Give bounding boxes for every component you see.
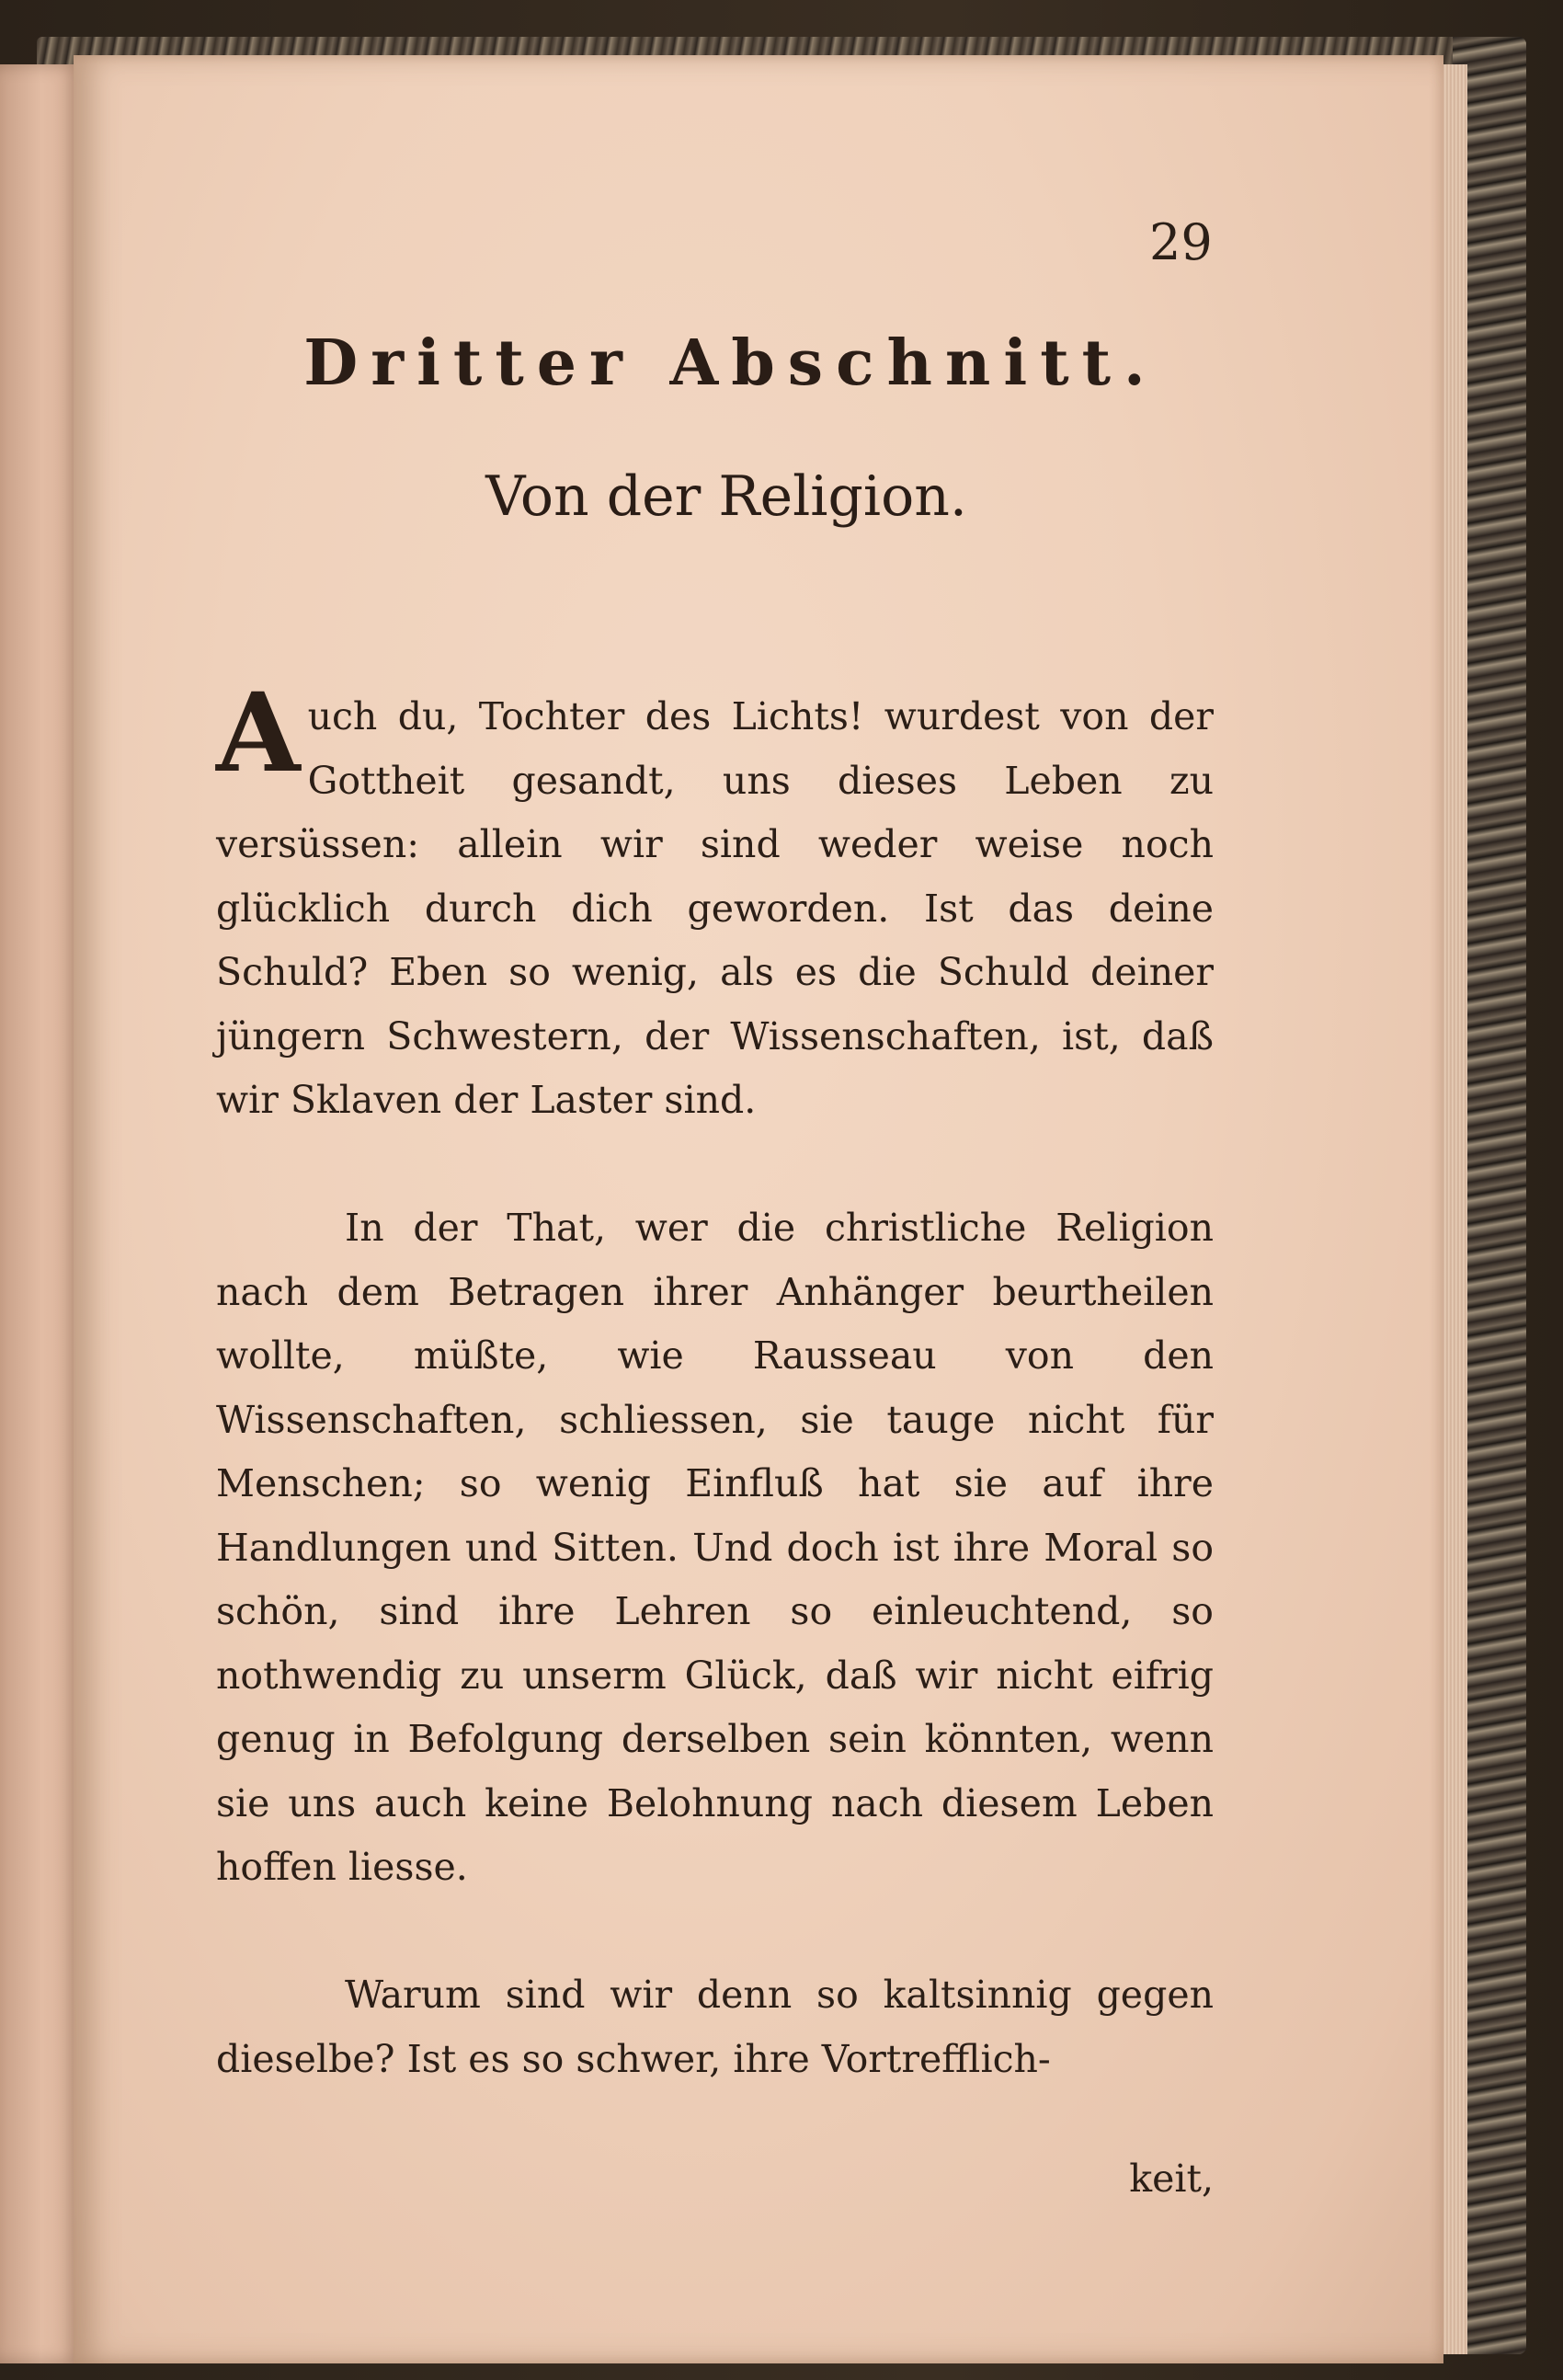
facing-page-edge bbox=[0, 64, 83, 2363]
section-subheading: Von der Religion. bbox=[485, 464, 967, 529]
paragraph-2: In der That, wer die christliche Religion nach dem Betragen ihrer Anhänger beurtheilen wollte, müßte, wie Rausseau von den Wissenschaften, schliessen, sie tauge nicht für Menschen; so wenig Einfluß hat sie auf ihre Handlungen und Sitten. Und doch ist ihre Moral so schön, sind ihre Lehren so einleuchtend, so nothwendig zu unserm Glück, daß wir nicht eifrig genug in Befolgung derselben sein könnten, wenn sie uns auch keine Belohnung nach diesem Leben hoffen liesse. bbox=[216, 1206, 1214, 1889]
body-text bbox=[216, 669, 1214, 2091]
section-heading: Dritter Abschnitt. bbox=[303, 326, 1158, 400]
page-number: 29 bbox=[1149, 213, 1213, 271]
paragraph-3: Warum sind wir denn so kaltsinnig gegen dieselbe? Ist es so schwer, ihre Vortrefflich- bbox=[216, 1973, 1214, 2081]
drop-cap: A bbox=[216, 669, 301, 796]
catchword: keit, bbox=[1129, 2157, 1214, 2201]
paragraph-1 bbox=[216, 669, 1214, 1133]
paragraph-1-text: uch du, Tochter des Lichts! wurdest von der Gottheit gesandt, uns dieses Leben zu versüssen: allein wir sind weder weise noch glücklich durch dich geworden. Ist das deine Schuld? Eben so wenig, als es die Schuld deiner jüngern Schwestern, der Wissenschaften, ist, daß wir Sklaven der Laster sind. bbox=[216, 694, 1214, 1122]
